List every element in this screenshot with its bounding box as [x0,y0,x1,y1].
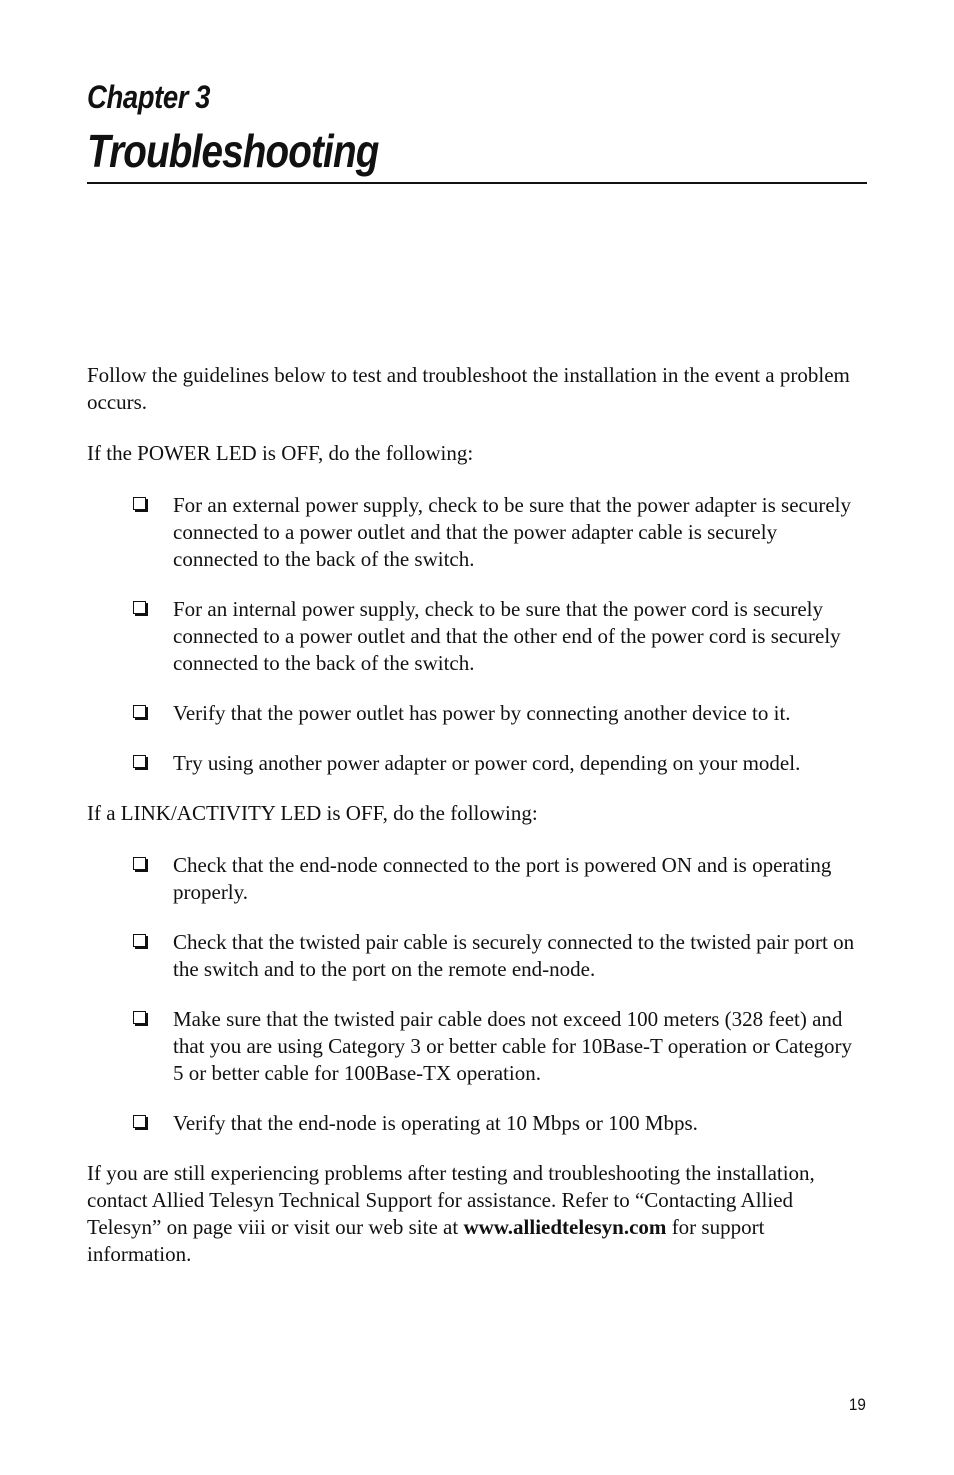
list-item-text: Check that the twisted pair cable is securely connected to the twisted pair port on the switch and to the port on the remote end-node. [173,930,855,981]
closing-paragraph [87,1160,867,1268]
list-item [87,852,867,906]
body-content [87,362,867,1268]
list-item [87,492,867,573]
power-led-checklist [87,492,867,777]
list-item [87,929,867,983]
list-item [87,1110,867,1137]
power-led-lead: If the POWER LED is OFF, do the following: [87,441,474,465]
list-item [87,1006,867,1087]
checkbox-bullet-icon [133,755,146,768]
list-item-text: Make sure that the twisted pair cable does not exceed 100 meters (328 feet) and that you are using Category 3 or better cable for 10Base-T operation or Category 5 or better cable for 100Base-TX operation. [173,1007,852,1085]
list-item [87,700,867,727]
checkbox-bullet-icon [133,705,146,718]
page-number: 19 [848,1395,866,1414]
list-item-text: Verify that the end-node is operating at 10 Mbps or 100 Mbps. [173,1111,698,1135]
checkbox-bullet-icon [133,1011,146,1024]
checkbox-bullet-icon [133,1115,146,1128]
checkbox-bullet-icon [133,601,146,614]
checkbox-bullet-icon [133,934,146,947]
link-led-lead: If a LINK/ACTIVITY LED is OFF, do the following: [87,801,538,825]
list-item [87,750,867,777]
chapter-title: Troubleshooting [87,125,379,177]
checkbox-bullet-icon [133,857,146,870]
chapter-label: Chapter 3 [87,79,211,115]
list-item-text: Verify that the power outlet has power by connecting another device to it. [173,701,791,725]
list-item-text: For an internal power supply, check to be sure that the power cord is securely connected to a power outlet and that the other end of the power cord is securely connected to the back of the switch. [173,597,841,675]
closing-text-end: for support information. [87,1215,765,1266]
title-rule [87,182,867,184]
list-item-text: Try using another power adapter or power cord, depending on your model. [173,751,801,775]
intro-paragraph: Follow the guidelines below to test and troubleshoot the installation in the event a problem occurs. [87,363,850,414]
list-item-text: Check that the end-node connected to the port is powered ON and is operating properly. [173,853,832,904]
list-item-text: For an external power supply, check to be sure that the power adapter is securely connected to a power outlet and that the power adapter cable is securely connected to the back of the switch. [173,493,851,571]
link-led-checklist [87,852,867,1137]
list-item [87,596,867,677]
checkbox-bullet-icon [133,497,146,510]
closing-text: If you are still experiencing problems after testing and troubleshooting the installation, contact Allied Telesyn Technical Support for assistance. Refer to “Contacting Allied Telesyn” on page viii or visit our web site at [87,1161,815,1239]
website-link[interactable]: www.alliedtelesyn.com [463,1215,667,1239]
